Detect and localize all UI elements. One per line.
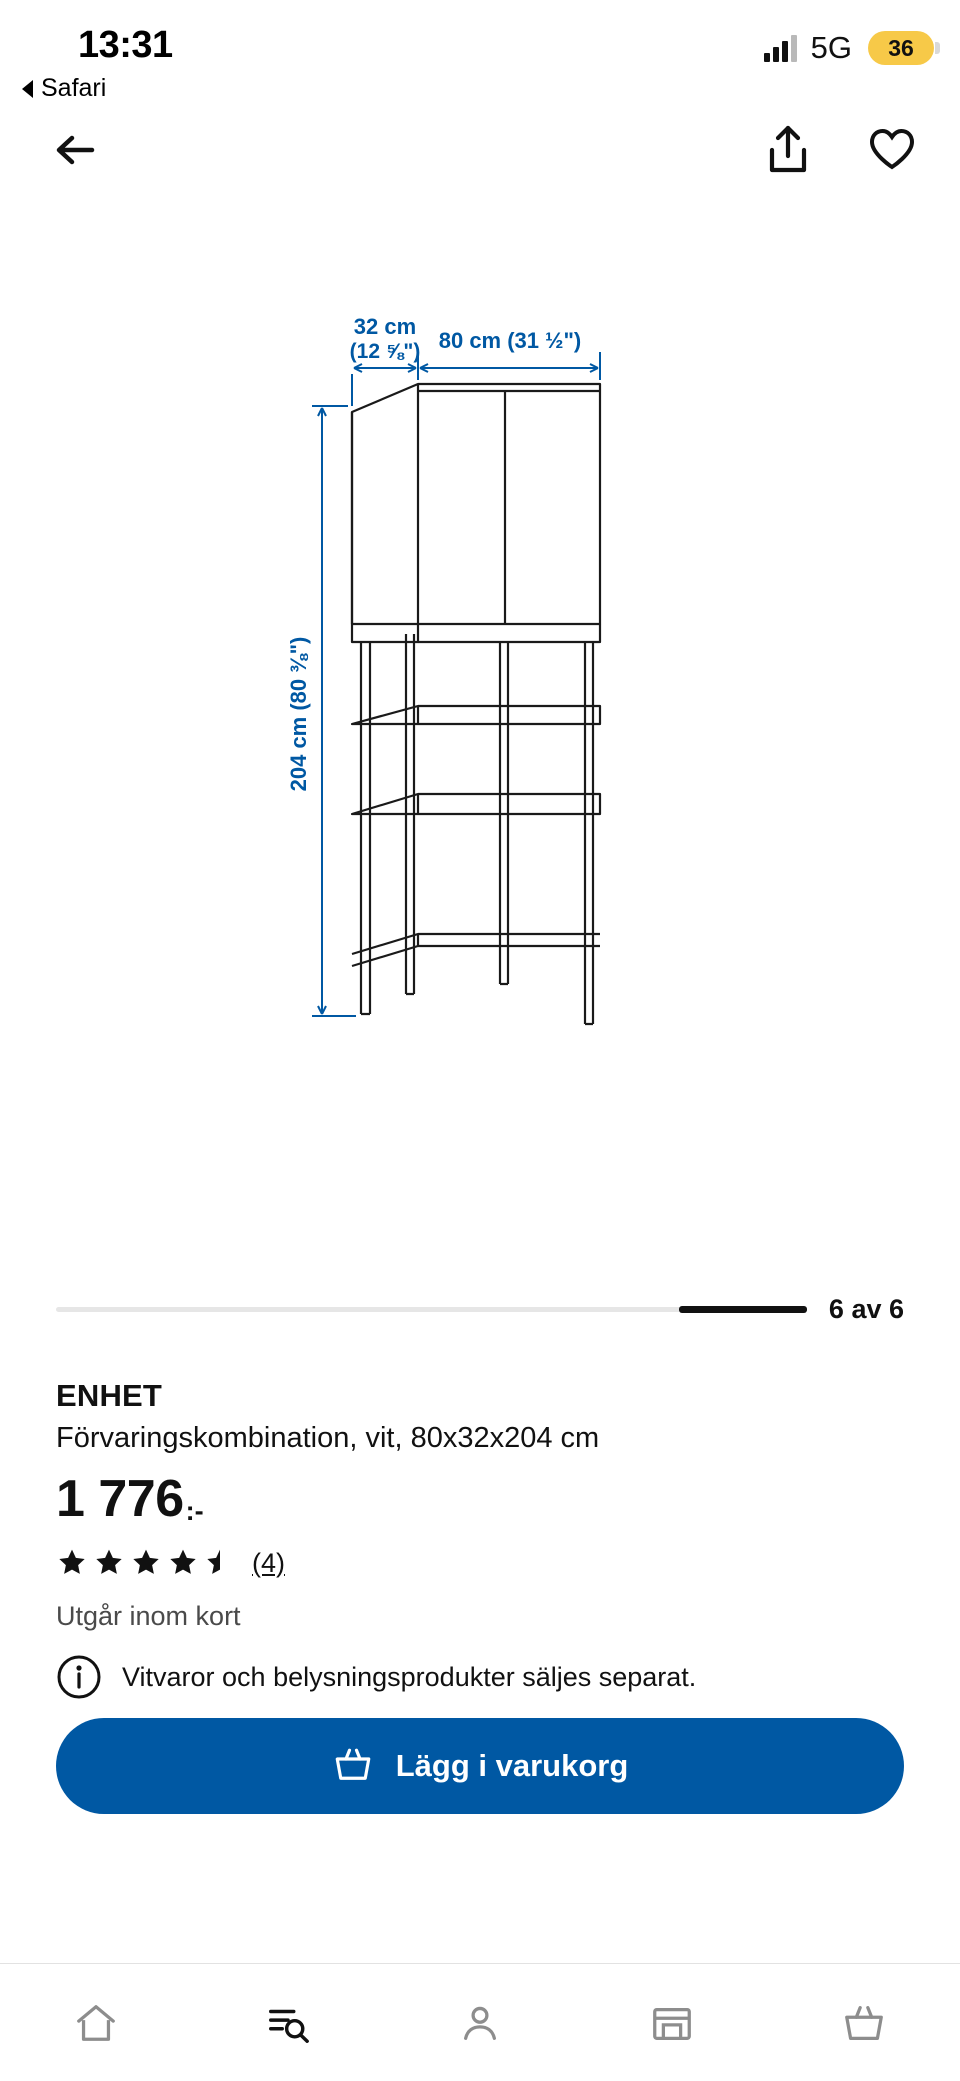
gallery-progress-track[interactable]	[56, 1307, 807, 1312]
info-icon	[56, 1654, 102, 1700]
product-note	[56, 1654, 904, 1700]
share-button[interactable]	[762, 122, 814, 178]
status-back-label: Safari	[41, 74, 107, 102]
star-icon	[130, 1547, 162, 1579]
status-bar	[0, 0, 960, 108]
cellular-signal-icon	[764, 34, 797, 62]
product-image-gallery[interactable]	[0, 194, 960, 1274]
gallery-counter: 6 av 6	[828, 1293, 904, 1324]
tab-home[interactable]	[46, 1983, 146, 2063]
tab-stores[interactable]	[622, 1983, 722, 2063]
tab-cart[interactable]	[814, 1983, 914, 2063]
heart-icon	[866, 122, 918, 178]
product-price: 1 776	[56, 1470, 184, 1528]
favorite-button[interactable]	[866, 122, 918, 178]
network-type-label: 5G	[810, 30, 852, 65]
product-info	[0, 1344, 960, 1700]
tab-browse[interactable]	[238, 1983, 338, 2063]
store-icon	[649, 2000, 695, 2046]
back-triangle-icon	[22, 80, 33, 98]
product-line-drawing	[130, 194, 830, 1254]
rating-count-link[interactable]: (4)	[252, 1547, 285, 1578]
back-button[interactable]	[48, 122, 104, 178]
app-nav-bar	[0, 108, 960, 194]
star-icon	[167, 1547, 199, 1579]
height-label: 204 cm (80 ⅜")	[286, 636, 311, 792]
availability-status: Utgår inom kort	[56, 1601, 241, 1631]
rating-block[interactable]	[56, 1547, 904, 1579]
product-name: ENHET	[56, 1378, 163, 1413]
basket-icon	[332, 1745, 374, 1787]
status-indicators	[764, 30, 934, 66]
share-icon	[762, 122, 814, 178]
bottom-tab-bar	[0, 1963, 960, 2081]
add-to-cart-button[interactable]	[56, 1718, 904, 1814]
return-to-safari-button[interactable]	[22, 74, 106, 103]
depth-imperial-label: (12 ⅝")	[349, 340, 421, 363]
battery-indicator	[868, 31, 934, 65]
gallery-progress	[0, 1274, 960, 1344]
depth-label: 32 cm	[353, 314, 417, 339]
add-to-cart-label: Lägg i varukorg	[395, 1748, 629, 1783]
browse-search-icon	[265, 2000, 311, 2046]
basket-icon	[841, 2000, 887, 2046]
cta-area	[0, 1718, 960, 1814]
rating-stars	[56, 1547, 236, 1579]
arrow-left-icon	[48, 122, 104, 178]
battery-percent-label: 36	[888, 34, 914, 61]
gallery-progress-fill	[679, 1306, 807, 1313]
home-icon	[73, 2000, 119, 2046]
width-label: 80 cm (31 ½")	[438, 328, 582, 353]
status-time: 13:31	[78, 24, 173, 66]
price-block	[56, 1469, 904, 1529]
product-description: Förvaringskombination, vit, 80x32x204 cm	[56, 1422, 600, 1454]
tab-profile[interactable]	[430, 1983, 530, 2063]
product-note-text: Vitvaror och belysningsprodukter säljes separat.	[122, 1661, 697, 1692]
star-icon	[56, 1547, 88, 1579]
person-icon	[457, 2000, 503, 2046]
star-half-icon	[204, 1547, 236, 1579]
star-icon	[93, 1547, 125, 1579]
price-suffix: :-	[185, 1496, 204, 1526]
